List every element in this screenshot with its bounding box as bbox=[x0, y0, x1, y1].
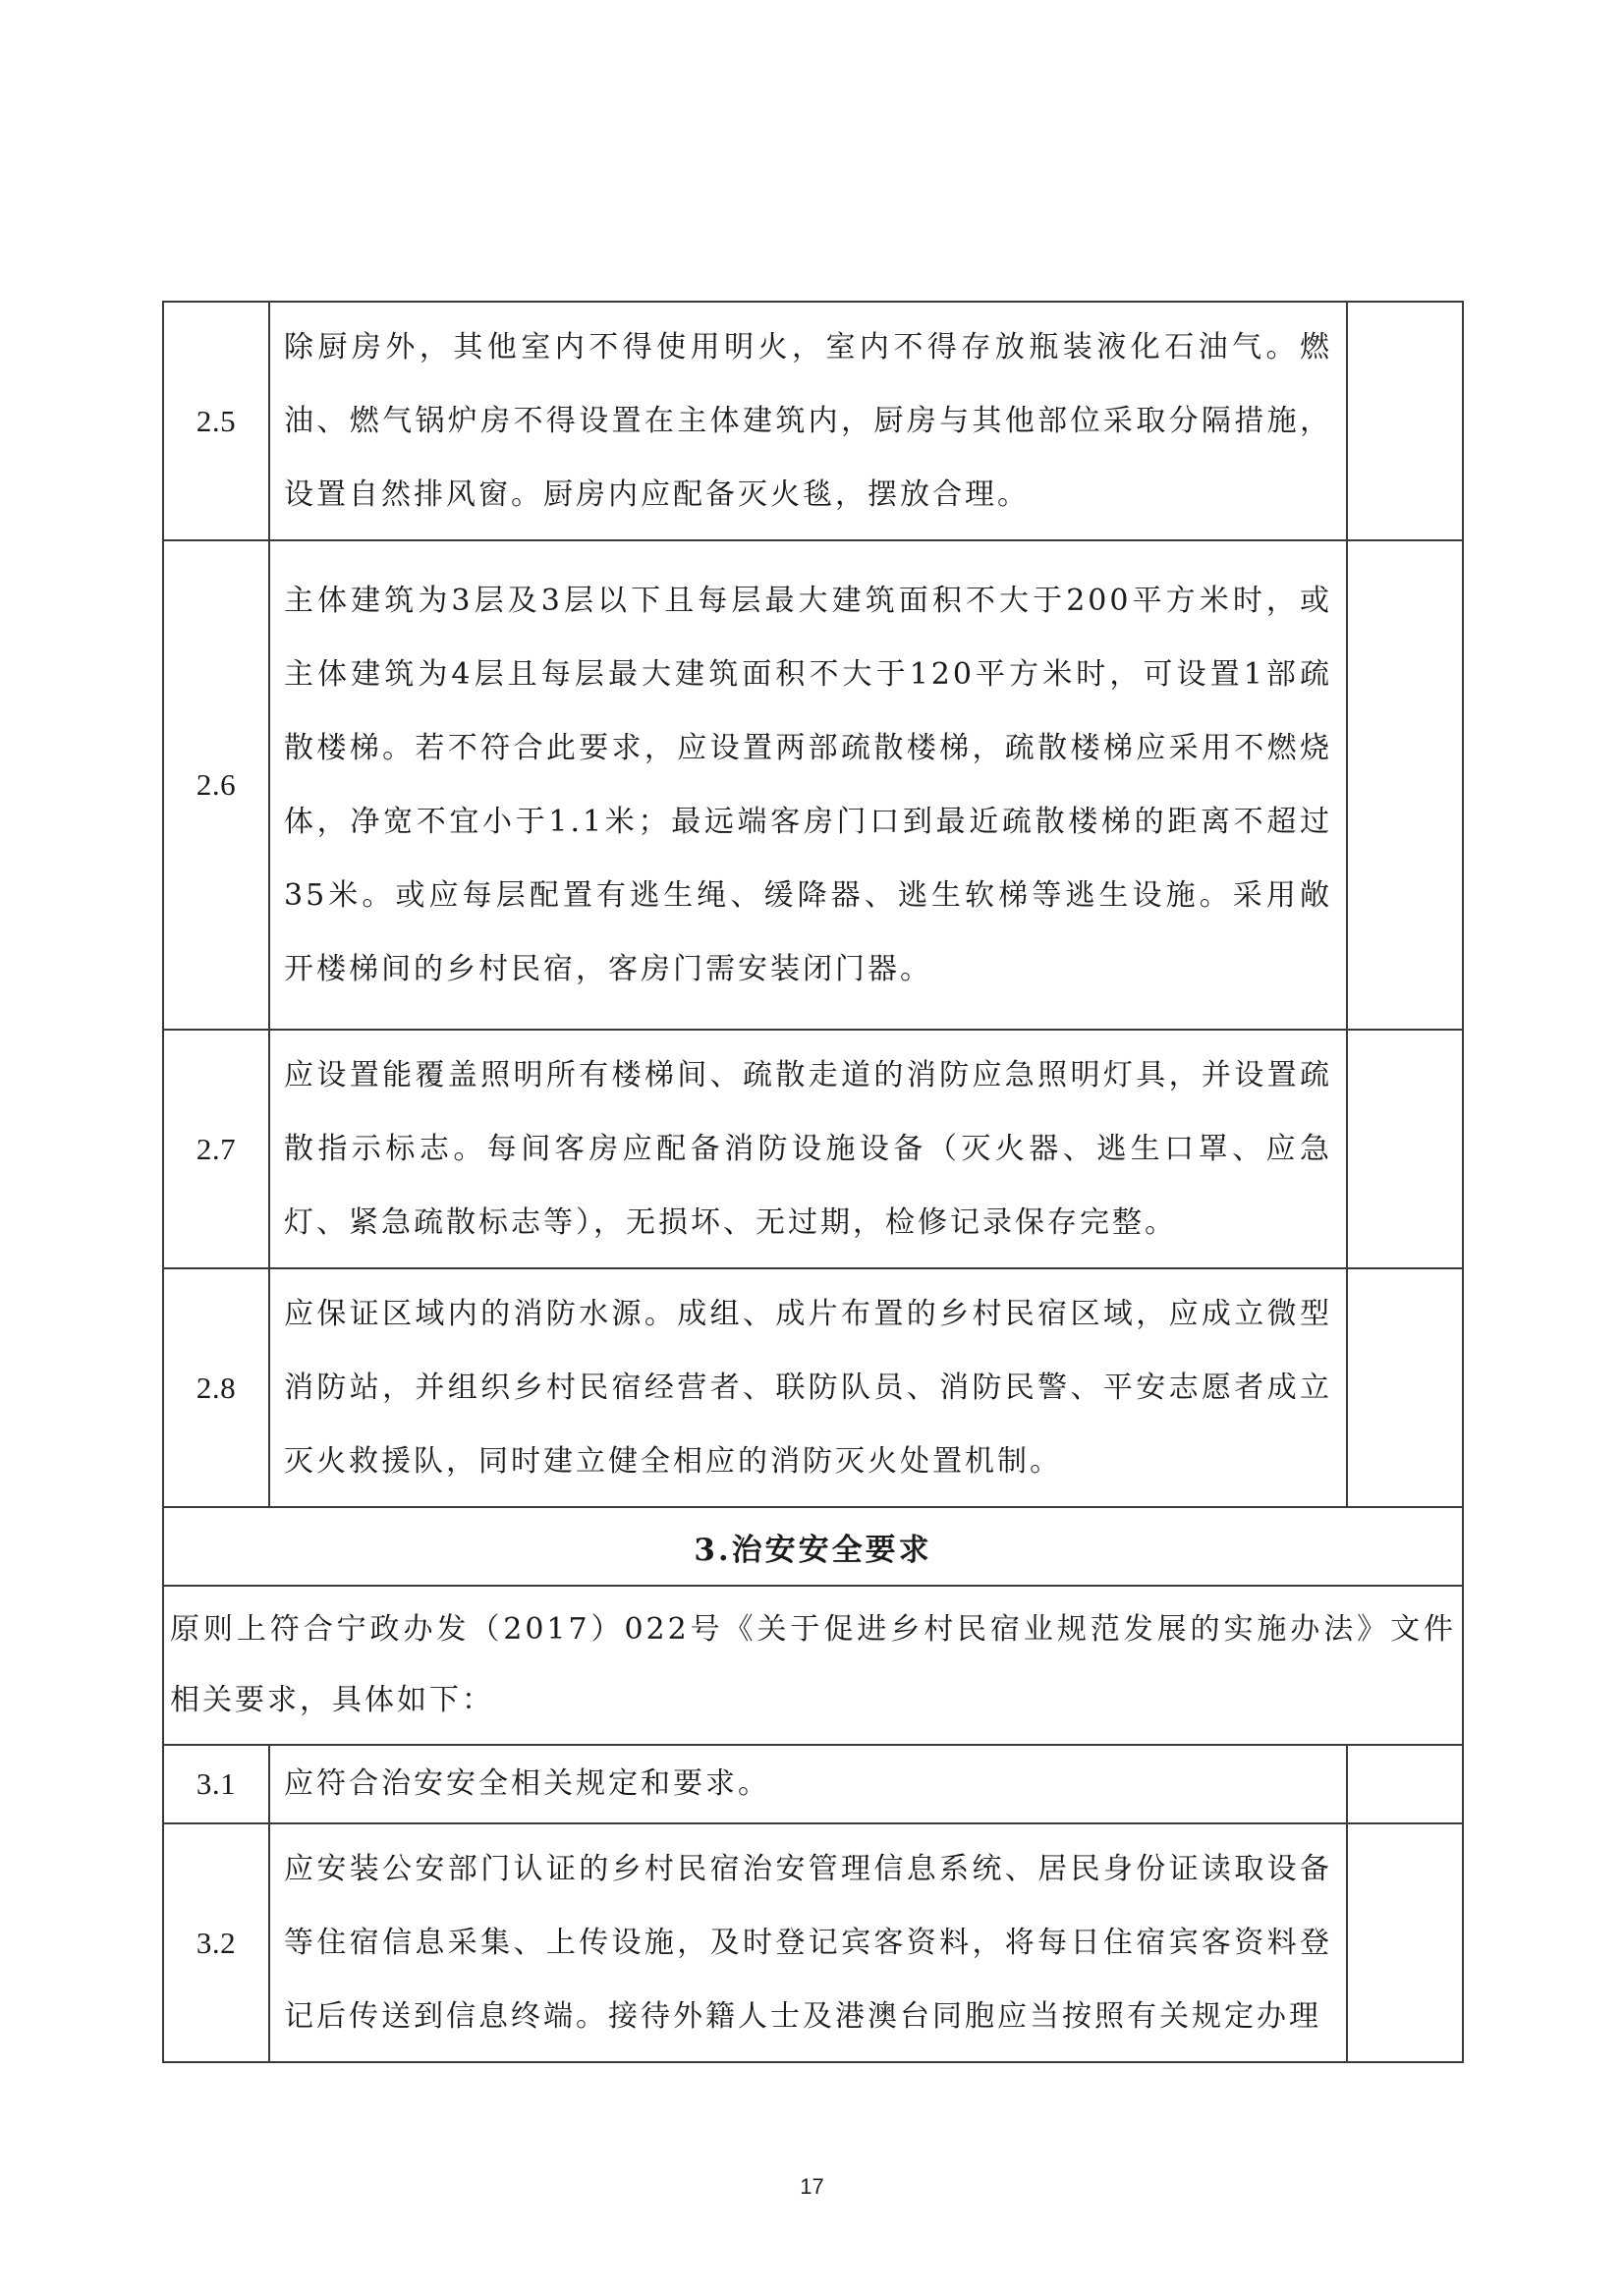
item-requirement-text: 应保证区域内的消防水源。成组、成片布置的乡村民宿区域，应成立微型消防站，并组织乡村民宿经营者、联防队员、消防民警、平安志愿者成立灭火救援队，同时建立健全相应的消防灭火处置机制。 bbox=[269, 1268, 1347, 1507]
table-row bbox=[163, 302, 1463, 540]
check-cell[interactable] bbox=[1347, 1030, 1463, 1268]
item-number: 2.7 bbox=[163, 1030, 269, 1268]
table-row bbox=[163, 1268, 1463, 1507]
item-requirement-text: 应安装公安部门认证的乡村民宿治安管理信息系统、居民身份证读取设备等住宿信息采集、上传设施，及时登记宾客资料，将每日住宿宾客资料登记后传送到信息终端。接待外籍人士及港澳台同胞应当按照有关规定办理 bbox=[269, 1823, 1347, 2062]
item-requirement-text: 除厨房外，其他室内不得使用明火，室内不得存放瓶装液化石油气。燃油、燃气锅炉房不得设置在主体建筑内，厨房与其他部位采取分隔措施，设置自然排风窗。厨房内应配备灭火毯，摆放合理。 bbox=[269, 302, 1347, 540]
page-number: 17 bbox=[800, 2174, 824, 2199]
requirements-table bbox=[162, 301, 1464, 2063]
table-row bbox=[163, 1030, 1463, 1268]
table-row bbox=[163, 540, 1463, 1030]
check-cell[interactable] bbox=[1347, 302, 1463, 540]
check-cell[interactable] bbox=[1347, 1268, 1463, 1507]
item-requirement-text: 应设置能覆盖照明所有楼梯间、疏散走道的消防应急照明灯具，并设置疏散指示标志。每间客房应配备消防设施设备（灭火器、逃生口罩、应急灯、紧急疏散标志等），无损坏、无过期，检修记录保存完整。 bbox=[269, 1030, 1347, 1268]
section-intro-row bbox=[163, 1586, 1463, 1745]
check-cell[interactable] bbox=[1347, 1745, 1463, 1823]
table-row bbox=[163, 1745, 1463, 1823]
item-number: 3.1 bbox=[163, 1745, 269, 1823]
section-intro-text: 原则上符合宁政办发（2017）022号《关于促进乡村民宿业规范发展的实施办法》文件相关要求，具体如下： bbox=[163, 1586, 1463, 1745]
item-requirement-text: 应符合治安安全相关规定和要求。 bbox=[269, 1745, 1347, 1823]
item-requirement-text: 主体建筑为3层及3层以下且每层最大建筑面积不大于200平方米时，或主体建筑为4层且每层最大建筑面积不大于120平方米时，可设置1部疏散楼梯。若不符合此要求，应设置两部疏散楼梯，疏散楼梯应采用不燃烧体，净宽不宜小于1.1米；最远端客房门口到最近疏散楼梯的距离不超过35米。或应每层配置有逃生绳、缓降器、逃生软梯等逃生设施。采用敞开楼梯间的乡村民宿，客房门需安装闭门器。 bbox=[269, 540, 1347, 1030]
table-row bbox=[163, 1823, 1463, 2062]
item-number: 2.8 bbox=[163, 1268, 269, 1507]
check-cell[interactable] bbox=[1347, 1823, 1463, 2062]
item-number: 2.5 bbox=[163, 302, 269, 540]
check-cell[interactable] bbox=[1347, 540, 1463, 1030]
section-heading: 3.治安安全要求 bbox=[163, 1507, 1463, 1586]
item-number: 3.2 bbox=[163, 1823, 269, 2062]
section-heading-row bbox=[163, 1507, 1463, 1586]
item-number: 2.6 bbox=[163, 540, 269, 1030]
